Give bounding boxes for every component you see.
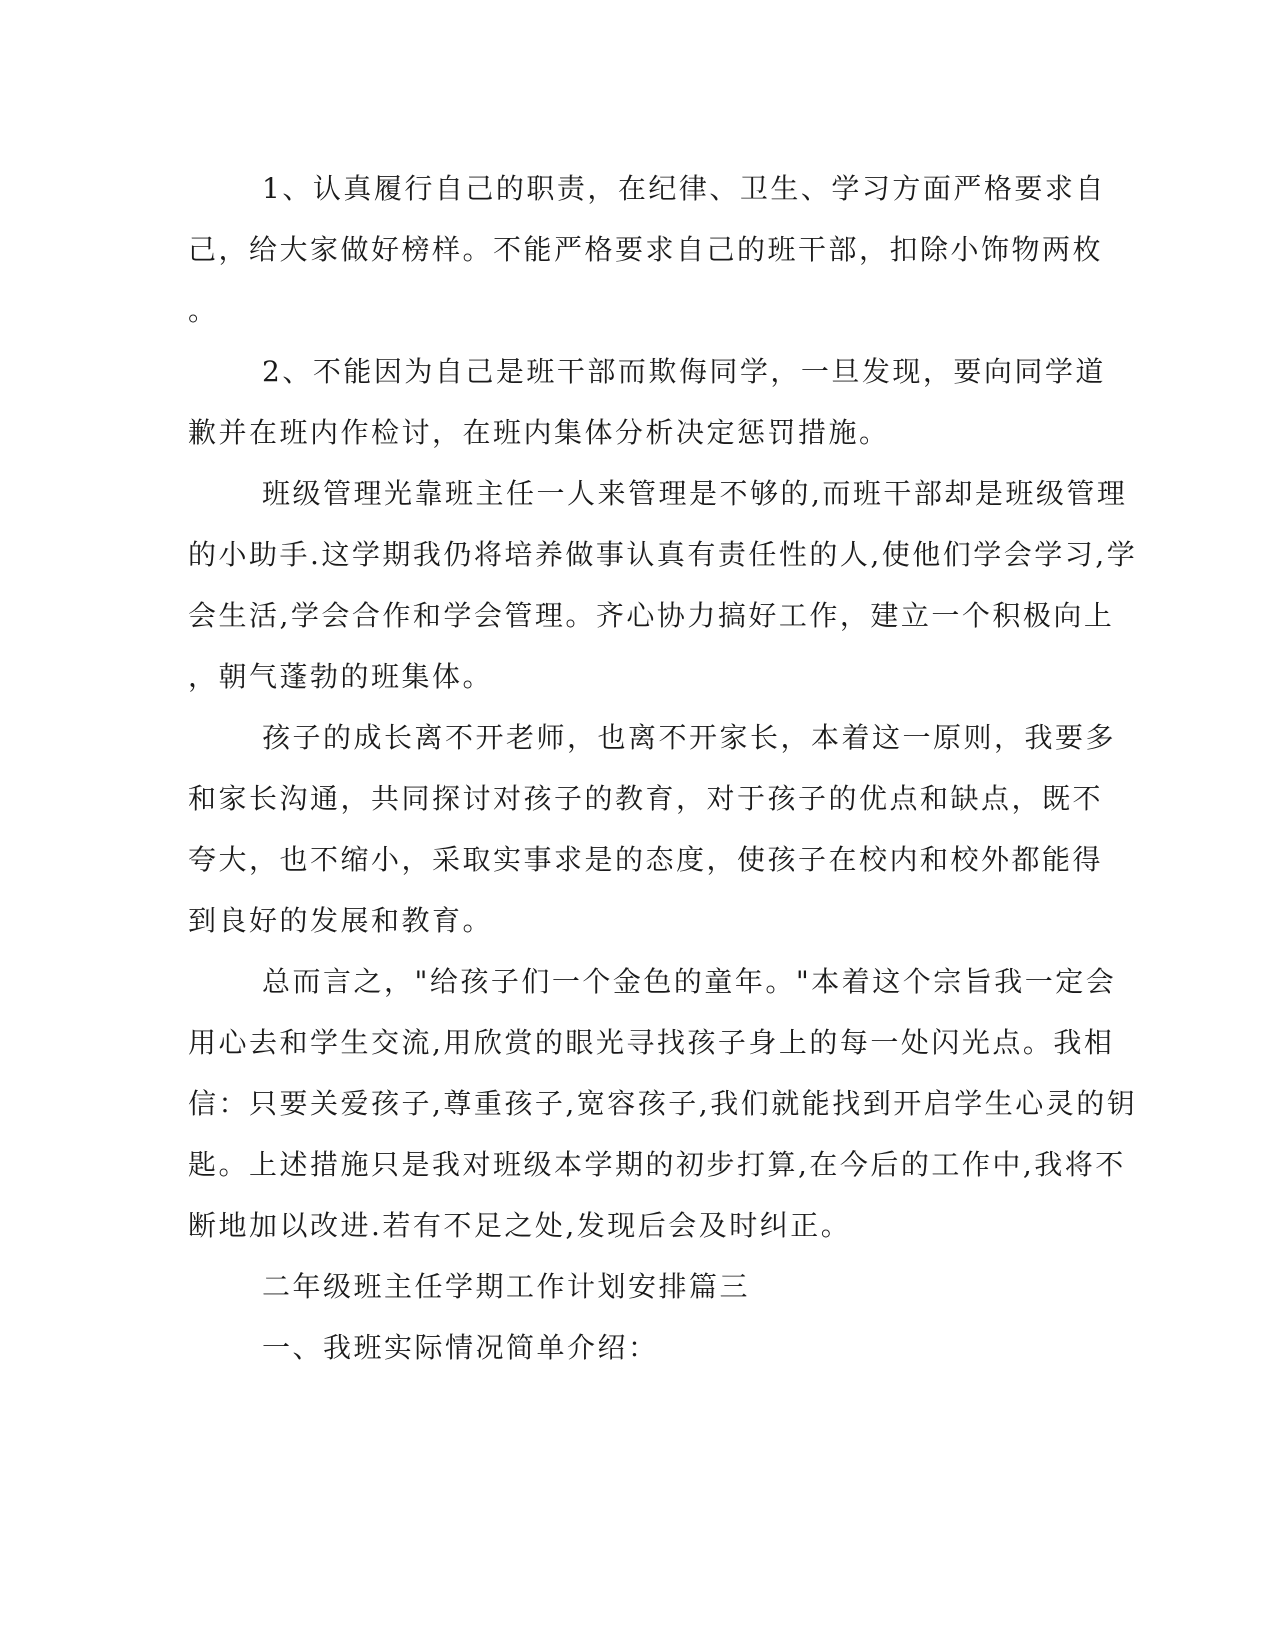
text-line: 断地加以改进.若有不足之处,发现后会及时纠正。	[188, 1209, 852, 1242]
text-line: 班级管理光靠班主任一人来管理是不够的,而班干部却是班级管理	[262, 477, 1128, 510]
text-line: 歉并在班内作检讨，在班内集体分析决定惩罚措施。	[188, 416, 890, 449]
section-title-text: 二年级班主任学期工作计划安排篇三	[262, 1270, 751, 1303]
text-line: 会生活,学会合作和学会管理。齐心协力搞好工作，建立一个积极向上	[188, 599, 1115, 632]
text-line: ，朝气蓬勃的班集体。	[188, 660, 494, 693]
text-line: 匙。上述措施只是我对班级本学期的初步打算,在今后的工作中,我将不	[188, 1148, 1126, 1181]
paragraph-summary	[188, 951, 1138, 1256]
text-line: 到良好的发展和教育。	[188, 904, 494, 937]
paragraph-duty	[188, 158, 1106, 341]
text-line: 总而言之，"给孩子们一个金色的童年。"本着这个宗旨我一定会	[262, 965, 1117, 998]
text-line: 夸大，也不缩小，采取实事求是的态度，使孩子在校内和校外都能得	[188, 843, 1104, 876]
text-line: 和家长沟通，共同探讨对孩子的教育，对于孩子的优点和缺点，既不	[188, 782, 1104, 815]
text-line: 2、不能因为自己是班干部而欺侮同学，一旦发现，要向同学道	[262, 355, 1106, 388]
paragraph-no-bullying	[188, 341, 1106, 463]
section-title	[188, 1256, 1088, 1317]
text-line: 己，给大家做好榜样。不能严格要求自己的班干部，扣除小饰物两枚	[188, 233, 1104, 266]
text-line: 信：只要关爱孩子,尊重孩子,宽容孩子,我们就能找到开启学生心灵的钥	[188, 1087, 1138, 1120]
text-line: 用心去和学生交流,用欣赏的眼光寻找孩子身上的每一处闪光点。我相	[188, 1026, 1115, 1059]
text-line: 孩子的成长离不开老师，也离不开家长，本着这一原则，我要多	[262, 721, 1117, 754]
text-line: 的小助手.这学期我仍将培养做事认真有责任性的人,使他们学会学习,学	[188, 538, 1138, 571]
paragraph-class-cadre	[188, 463, 1138, 707]
text-line: 1、认真履行自己的职责，在纪律、卫生、学习方面严格要求自	[262, 172, 1106, 205]
text-line: 。	[188, 294, 219, 327]
subsection-heading	[188, 1317, 1088, 1378]
subsection-heading-text: 一、我班实际情况简单介绍：	[262, 1331, 659, 1364]
document-body	[188, 158, 1138, 1378]
paragraph-parents	[188, 707, 1117, 951]
